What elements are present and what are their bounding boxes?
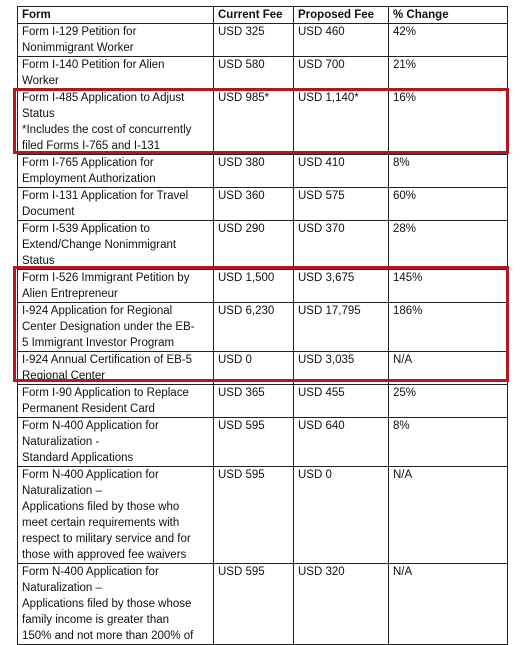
form-name-cell — [18, 303, 214, 352]
form-name-line: Center Designation under the EB- — [22, 321, 195, 333]
form-name-line: I-924 Application for Regional — [22, 305, 173, 317]
proposed-fee-cell: USD 3,675 — [294, 270, 389, 303]
form-name-line: Nonimmigrant Worker — [22, 42, 134, 54]
form-name-line: Form I-765 Application for — [22, 157, 154, 169]
form-name-cell — [18, 57, 214, 90]
current-fee-cell: USD 0 — [214, 352, 294, 385]
proposed-fee-cell: USD 0 — [294, 467, 389, 564]
form-name-line: 5 Immigrant Investor Program — [22, 337, 175, 349]
form-name-line: Form I-485 Application to Adjust — [22, 92, 185, 104]
proposed-fee-cell: USD 3,035 — [294, 352, 389, 385]
form-name-cell — [18, 90, 214, 155]
form-name-line: Alien Entrepreneur — [22, 288, 118, 300]
table-row — [18, 188, 508, 221]
current-fee-cell: USD 1,500 — [214, 270, 294, 303]
form-name-cell — [18, 270, 214, 303]
percent-change-cell: 42% — [389, 24, 508, 57]
proposed-fee-cell: USD 410 — [294, 155, 389, 188]
form-name-line: Naturalization – — [22, 582, 102, 594]
table-row — [18, 90, 508, 155]
table-header-row — [18, 7, 508, 24]
percent-change-cell: 16% — [389, 90, 508, 155]
form-name-line: Worker — [22, 75, 59, 87]
form-name-line: I-924 Annual Certification of EB-5 — [22, 354, 193, 366]
form-name-cell — [18, 188, 214, 221]
proposed-fee-cell: USD 370 — [294, 221, 389, 270]
percent-change-cell: 8% — [389, 418, 508, 467]
form-name-line: filed Forms I-765 and I-131 — [22, 140, 161, 152]
table-row — [18, 418, 508, 467]
proposed-fee-cell: USD 460 — [294, 24, 389, 57]
form-name-line: Standard Applications — [22, 452, 134, 464]
form-name-cell — [18, 352, 214, 385]
form-name-line: Status — [22, 255, 55, 267]
percent-change-cell: N/A — [389, 564, 508, 645]
proposed-fee-cell: USD 455 — [294, 385, 389, 418]
form-name-cell — [18, 418, 214, 467]
table-row — [18, 467, 508, 564]
form-name-line: Status — [22, 108, 55, 120]
table-row — [18, 57, 508, 90]
percent-change-cell: 28% — [389, 221, 508, 270]
fee-table — [17, 6, 508, 645]
form-name-cell — [18, 564, 214, 645]
form-name-line: Form I-131 Application for Travel — [22, 190, 189, 202]
form-name-line: Naturalization – — [22, 485, 102, 497]
form-name-line: Employment Authorization — [22, 173, 156, 185]
percent-change-cell: N/A — [389, 467, 508, 564]
percent-change-cell: 8% — [389, 155, 508, 188]
current-fee-cell: USD 595 — [214, 467, 294, 564]
header-current-fee: Current Fee — [214, 7, 294, 24]
table-row — [18, 155, 508, 188]
current-fee-cell: USD 325 — [214, 24, 294, 57]
form-name-line: family income is greater than — [22, 614, 170, 626]
form-name-cell — [18, 221, 214, 270]
current-fee-cell: USD 360 — [214, 188, 294, 221]
current-fee-cell: USD 290 — [214, 221, 294, 270]
form-name-line: Applications filed by those who — [22, 501, 180, 513]
form-name-line: Naturalization - — [22, 436, 100, 448]
form-name-line: Form N-400 Application for — [22, 420, 159, 432]
form-name-line: Applications filed by those whose — [22, 598, 192, 610]
form-name-cell — [18, 467, 214, 564]
current-fee-cell: USD 595 — [214, 418, 294, 467]
form-name-line: meet certain requirements with — [22, 517, 180, 529]
form-name-line: Form I-526 Immigrant Petition by — [22, 272, 190, 284]
percent-change-cell: 21% — [389, 57, 508, 90]
form-name-cell — [18, 24, 214, 57]
proposed-fee-cell: USD 1,140* — [294, 90, 389, 155]
form-name-line: Document — [22, 206, 75, 218]
form-name-line: Form I-90 Application to Replace — [22, 387, 189, 399]
header-percent-change: % Change — [389, 7, 508, 24]
form-name-cell — [18, 155, 214, 188]
form-name-line: Permanent Resident Card — [22, 403, 155, 415]
percent-change-cell: N/A — [389, 352, 508, 385]
current-fee-cell: USD 6,230 — [214, 303, 294, 352]
table-row — [18, 221, 508, 270]
form-name-cell — [18, 385, 214, 418]
header-proposed-fee: Proposed Fee — [294, 7, 389, 24]
percent-change-cell: 60% — [389, 188, 508, 221]
proposed-fee-cell: USD 700 — [294, 57, 389, 90]
percent-change-cell: 186% — [389, 303, 508, 352]
table-row — [18, 270, 508, 303]
current-fee-cell: USD 380 — [214, 155, 294, 188]
form-name-line: Extend/Change Nonimmigrant — [22, 239, 177, 251]
current-fee-cell: USD 595 — [214, 564, 294, 645]
form-name-line: *Includes the cost of concurrently — [22, 124, 192, 136]
proposed-fee-cell: USD 640 — [294, 418, 389, 467]
form-name-line: 150% and not more than 200% of — [22, 630, 194, 642]
table-row — [18, 303, 508, 352]
form-name-line: Form I-129 Petition for — [22, 26, 137, 38]
current-fee-cell: USD 365 — [214, 385, 294, 418]
current-fee-cell: USD 985* — [214, 90, 294, 155]
form-name-line: those with approved fee waivers — [22, 549, 187, 561]
table-row — [18, 385, 508, 418]
percent-change-cell: 25% — [389, 385, 508, 418]
form-name-line: Form N-400 Application for — [22, 469, 159, 481]
form-name-line: Regional Center — [22, 370, 106, 382]
proposed-fee-cell: USD 320 — [294, 564, 389, 645]
table-row — [18, 24, 508, 57]
proposed-fee-cell: USD 17,795 — [294, 303, 389, 352]
form-name-line: respect to military service and for — [22, 533, 191, 545]
table-row — [18, 564, 508, 645]
current-fee-cell: USD 580 — [214, 57, 294, 90]
proposed-fee-cell: USD 575 — [294, 188, 389, 221]
header-form: Form — [18, 7, 214, 24]
percent-change-cell: 145% — [389, 270, 508, 303]
form-name-line: Form N-400 Application for — [22, 566, 159, 578]
table-row — [18, 352, 508, 385]
form-name-line: Form I-539 Application to — [22, 223, 150, 235]
form-name-line: Form I-140 Petition for Alien — [22, 59, 165, 71]
